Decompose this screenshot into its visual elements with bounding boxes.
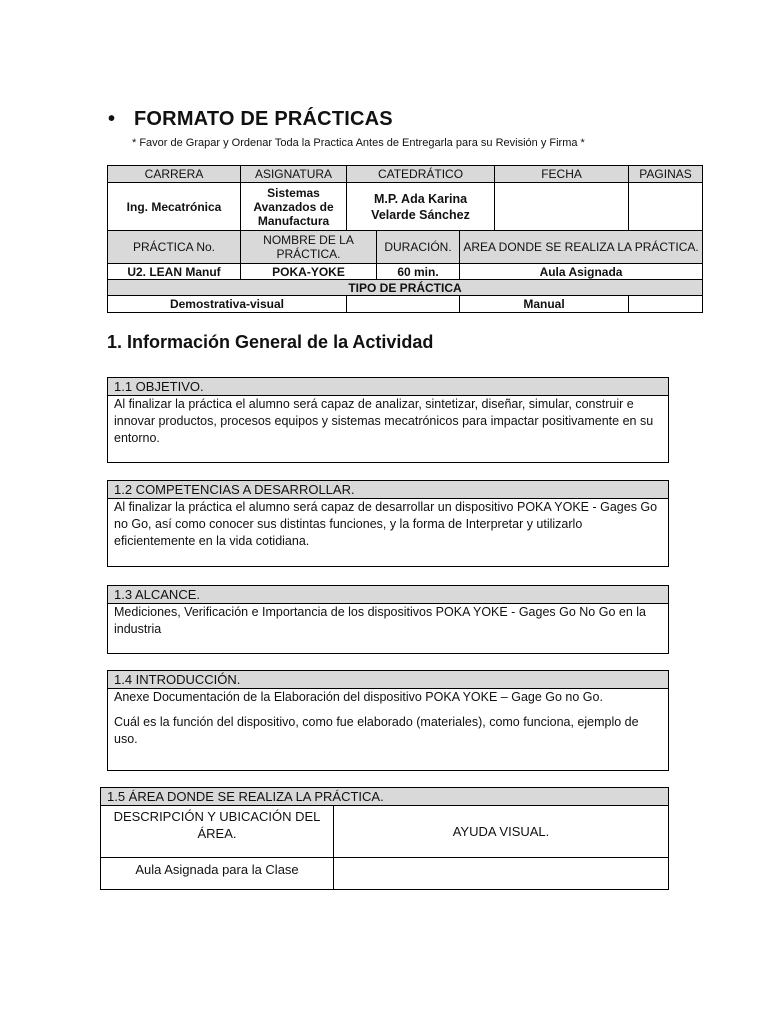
- area-table: [100, 787, 669, 890]
- competencias-text: Al finalizar la práctica el alumno será capaz de desarrollar un dispositivo POKA YOKE - Gages Go no Go, así como conocer sus distintas funciones, y la forma de Interpretar y utilizarlo eficientemente en la vida cotidiana.: [114, 500, 658, 548]
- title-bullet: •: [108, 108, 116, 130]
- value-practica-no: U2. LEAN Manuf: [108, 264, 241, 280]
- page-subtitle: * Favor de Grapar y Ordenar Toda la Practica Antes de Entregarla para su Revisión y Firma *: [132, 137, 585, 149]
- value-fecha: [495, 183, 629, 231]
- page-title: [108, 108, 393, 131]
- area-title-row: [101, 788, 669, 806]
- introduccion-title: 1.4 INTRODUCCIÓN.: [108, 671, 668, 689]
- introduccion-body: [108, 689, 668, 748]
- alcance-title: 1.3 ALCANCE.: [108, 586, 668, 604]
- area-title: 1.5 ÁREA DONDE SE REALIZA LA PRÁCTICA.: [101, 788, 669, 806]
- objetivo-box: [107, 377, 669, 463]
- header-asignatura: ASIGNATURA: [241, 166, 347, 183]
- tipo-practica-label: TIPO DE PRÁCTICA: [108, 280, 703, 296]
- header-duracion: DURACIÓN.: [377, 231, 460, 264]
- value-paginas: [629, 183, 703, 231]
- info-header-row: [108, 166, 703, 183]
- tipo-values-row: [108, 296, 703, 313]
- value-duracion: 60 min.: [377, 264, 460, 280]
- section-heading: 1. Información General de la Actividad: [107, 332, 434, 352]
- value-catedratico: M.P. Ada Karina Velarde Sánchez: [347, 183, 495, 231]
- tipo-value-2: [347, 296, 460, 313]
- objetivo-text: Al finalizar la práctica el alumno será capaz de analizar, sintetizar, diseñar, simular, construir e innovar productos, procesos equipos y sistemas mecatrónicos para impactar positivamente en su entorno.: [114, 397, 654, 445]
- title-text: FORMATO DE PRÁCTICAS: [134, 108, 393, 130]
- introduccion-text-1: Anexe Documentación de la Elaboración del dispositivo POKA YOKE – Gage Go no Go.: [114, 690, 603, 704]
- info-table: [107, 165, 703, 313]
- area-visual-value: [334, 858, 669, 890]
- tipo-practica-row: [108, 280, 703, 296]
- tipo-value-4: [629, 296, 703, 313]
- header-fecha: FECHA: [495, 166, 629, 183]
- tipo-value-1: Demostrativa-visual: [108, 296, 347, 313]
- competencias-box: [107, 480, 669, 567]
- introduccion-text-2: Cuál es la función del dispositivo, como fue elaborado (materiales), como funciona, ejemplo de uso.: [114, 715, 639, 746]
- info-header-row-2: [108, 231, 703, 264]
- info-values-row-2: [108, 264, 703, 280]
- header-nombre-practica: NOMBRE DE LA PRÁCTICA.: [241, 231, 377, 264]
- alcance-box: [107, 585, 669, 654]
- value-area-practica: Aula Asignada: [460, 264, 703, 280]
- objetivo-title: 1.1 OBJETIVO.: [108, 378, 668, 396]
- header-catedratico: CATEDRÁTICO: [347, 166, 495, 183]
- area-data-row: [101, 858, 669, 890]
- alcance-text: Mediciones, Verificación e Importancia de los dispositivos POKA YOKE - Gages Go No Go en la industria: [114, 605, 646, 636]
- area-description-value: Aula Asignada para la Clase: [101, 858, 334, 890]
- tipo-value-3: Manual: [460, 296, 629, 313]
- header-practica-no: PRÁCTICA No.: [108, 231, 241, 264]
- area-header-row: [101, 806, 669, 858]
- area-visual-header: AYUDA VISUAL.: [334, 806, 669, 858]
- introduccion-box: [107, 670, 669, 771]
- value-carrera: Ing. Mecatrónica: [108, 183, 241, 231]
- info-values-row: [108, 183, 703, 231]
- header-carrera: CARRERA: [108, 166, 241, 183]
- header-area-practica: AREA DONDE SE REALIZA LA PRÁCTICA.: [460, 231, 703, 264]
- competencias-title: 1.2 COMPETENCIAS A DESARROLLAR.: [108, 481, 668, 499]
- header-paginas: PAGINAS: [629, 166, 703, 183]
- value-asignatura: Sistemas Avanzados de Manufactura: [241, 183, 347, 231]
- area-description-header: DESCRIPCIÓN Y UBICACIÓN DEL ÁREA.: [101, 806, 334, 858]
- value-nombre-practica: POKA-YOKE: [241, 264, 377, 280]
